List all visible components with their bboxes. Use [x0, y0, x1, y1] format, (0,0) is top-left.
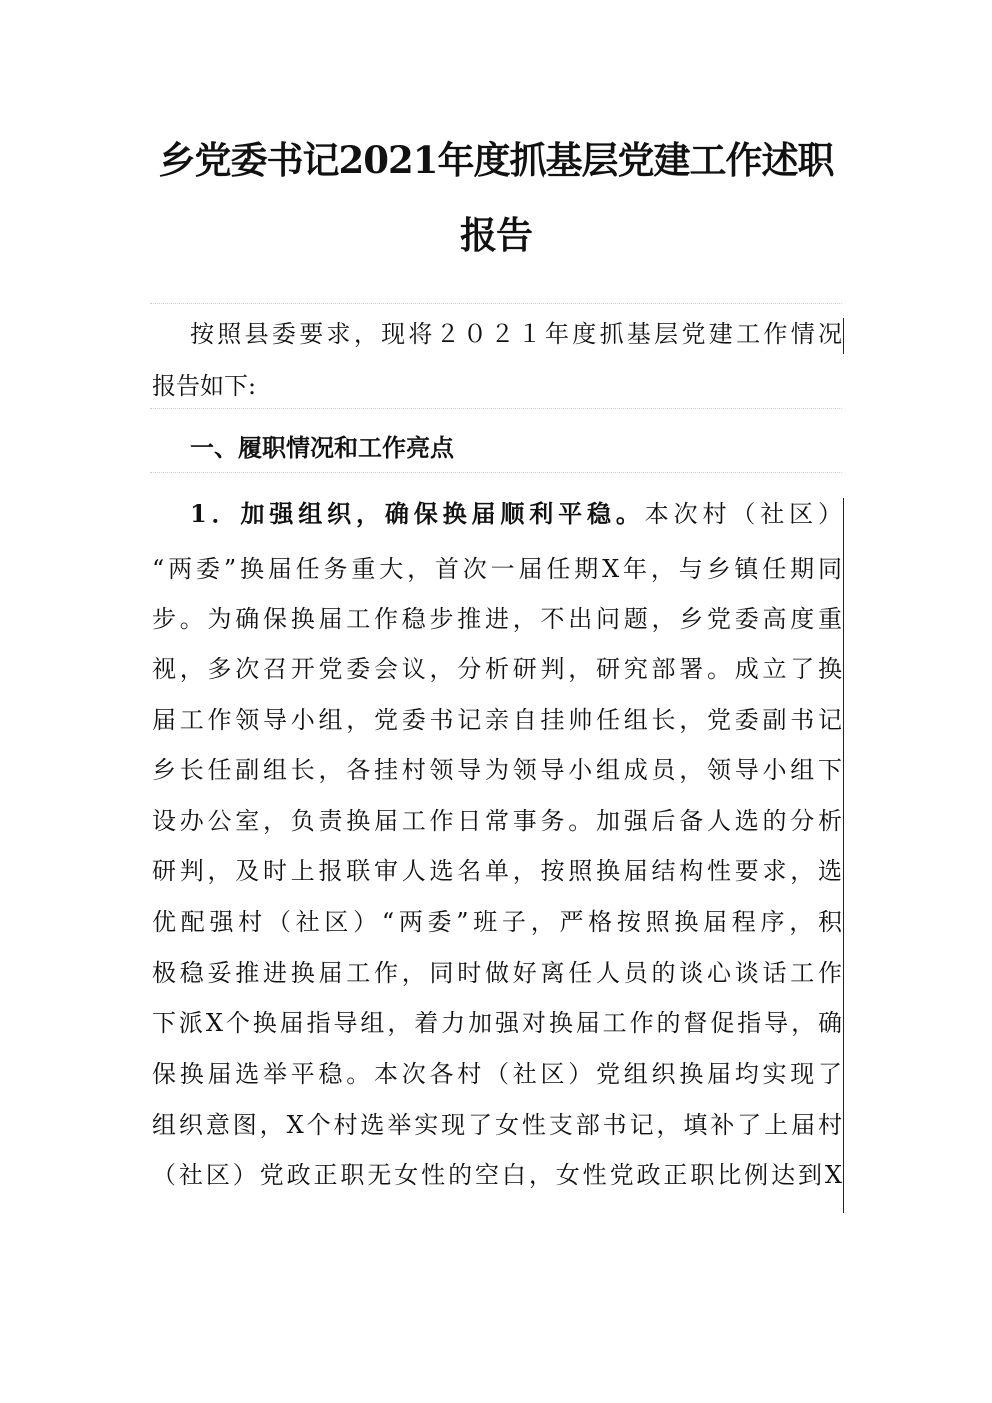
document-title-line-2: 报告 [460, 213, 532, 257]
paragraph-line: 届工作领导小组，党委书记亲自挂帅任组长，党委副书记 [152, 706, 842, 734]
paragraph-line: 保换届选举平稳。本次各村（社区）党组织换届均实现了 [152, 1060, 842, 1088]
divider [150, 472, 842, 473]
paragraph-line: 组织意图，X个村选举实现了女性支部书记，填补了上届村 [152, 1111, 842, 1139]
paragraph-lead-rest: 本次村（社区） [644, 500, 842, 528]
paragraph-line: 优配强村（社区）“两委”班子，严格按照换届程序，积 [152, 908, 842, 936]
margin-bar [843, 318, 844, 354]
paragraph-line: 步。为确保换届工作稳步推进，不出问题，乡党委高度重 [152, 605, 842, 633]
margin-bar [843, 498, 844, 1213]
divider [150, 408, 842, 409]
paragraph-line: 极稳妥推进换届工作，同时做好离任人员的谈心谈话工作 [152, 959, 842, 987]
paragraph-line: 乡长任副组长，各挂村领导为领导小组成员，领导小组下 [152, 756, 842, 784]
paragraph-lead-line [190, 496, 842, 532]
paragraph-line: 视，多次召开党委会议，分析研判，研究部署。成立了换 [152, 655, 842, 683]
paragraph-line: 设办公室，负责换届工作日常事务。加强后备人选的分析 [152, 807, 842, 835]
section-heading: 一、履职情况和工作亮点 [190, 433, 454, 462]
paragraph-line: 下派X个换届指导组，着力加强对换届工作的督促指导，确 [152, 1009, 842, 1037]
paragraph-line: （社区）党政正职无女性的空白，女性党政正职比例达到X [152, 1161, 842, 1189]
intro-line-2: 报告如下: [152, 372, 257, 400]
paragraph-line: 研判，及时上报联审人选名单，按照换届结构性要求，选 [152, 857, 842, 885]
document-title-line-1: 乡党委书记2021年度抓基层党建工作述职 [158, 138, 834, 182]
paragraph-lead-bold: 1．加强组织，确保换届顺利平稳。 [190, 499, 645, 528]
intro-line-1: 按照县委要求，现将２０２１年度抓基层党建工作情况 [190, 320, 842, 348]
paragraph-line: “两委”换届任务重大，首次一届任期X年，与乡镇任期同 [152, 555, 842, 583]
divider [150, 303, 842, 304]
